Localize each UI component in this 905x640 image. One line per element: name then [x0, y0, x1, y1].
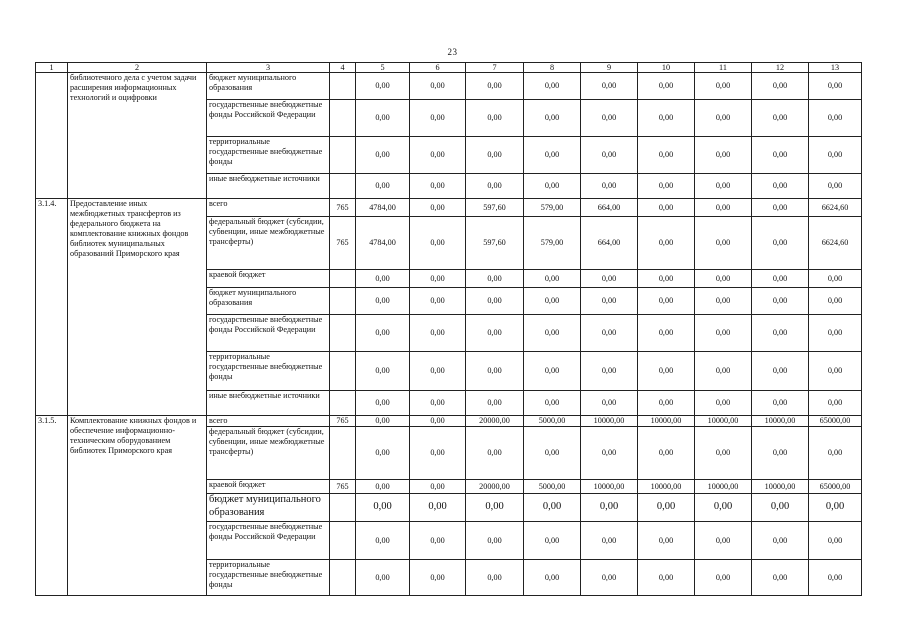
amount-cell: 0,00 [524, 494, 581, 522]
column-header-13: 13 [809, 63, 862, 73]
amount-cell: 10000,00 [695, 416, 752, 427]
amount-cell: 0,00 [410, 480, 466, 494]
amount-cell: 0,00 [410, 315, 466, 352]
amount-cell: 0,00 [466, 174, 524, 199]
amount-cell: 0,00 [695, 217, 752, 270]
budget-code [330, 494, 356, 522]
amount-cell: 0,00 [466, 522, 524, 560]
amount-cell: 0,00 [524, 270, 581, 288]
amount-cell: 579,00 [524, 199, 581, 217]
amount-cell: 0,00 [638, 494, 695, 522]
amount-cell: 0,00 [752, 391, 809, 416]
amount-cell: 5000,00 [524, 480, 581, 494]
amount-cell: 10000,00 [752, 416, 809, 427]
amount-cell: 0,00 [638, 391, 695, 416]
amount-cell: 0,00 [524, 391, 581, 416]
amount-cell: 0,00 [752, 427, 809, 480]
amount-cell: 0,00 [466, 270, 524, 288]
amount-cell: 0,00 [752, 288, 809, 315]
amount-cell: 65000,00 [809, 480, 862, 494]
amount-cell: 0,00 [809, 73, 862, 100]
amount-cell: 0,00 [695, 391, 752, 416]
amount-cell: 0,00 [638, 174, 695, 199]
amount-cell: 0,00 [581, 100, 638, 137]
budget-code [330, 391, 356, 416]
amount-cell: 0,00 [809, 560, 862, 596]
funding-source: краевой бюджет [207, 480, 330, 494]
funding-source: территориальные государственные внебюджетные фонды [207, 560, 330, 596]
amount-cell: 0,00 [524, 427, 581, 480]
funding-source: иные внебюджетные источники [207, 174, 330, 199]
amount-cell: 20000,00 [466, 416, 524, 427]
amount-cell: 0,00 [752, 73, 809, 100]
amount-cell: 0,00 [695, 137, 752, 174]
amount-cell: 0,00 [410, 174, 466, 199]
amount-cell: 0,00 [752, 494, 809, 522]
amount-cell: 0,00 [524, 352, 581, 391]
amount-cell: 0,00 [466, 288, 524, 315]
column-header-6: 6 [410, 63, 466, 73]
amount-cell: 0,00 [410, 199, 466, 217]
amount-cell: 0,00 [809, 137, 862, 174]
funding-source: бюджет муниципального образования [207, 288, 330, 315]
amount-cell: 0,00 [410, 494, 466, 522]
amount-cell: 0,00 [809, 427, 862, 480]
amount-cell: 0,00 [466, 494, 524, 522]
amount-cell: 0,00 [695, 352, 752, 391]
amount-cell: 0,00 [356, 494, 410, 522]
column-header-7: 7 [466, 63, 524, 73]
column-header-8: 8 [524, 63, 581, 73]
amount-cell: 0,00 [809, 270, 862, 288]
amount-cell: 0,00 [410, 522, 466, 560]
amount-cell: 0,00 [809, 352, 862, 391]
item-number [36, 73, 68, 199]
amount-cell: 0,00 [581, 522, 638, 560]
amount-cell: 0,00 [466, 352, 524, 391]
amount-cell: 0,00 [410, 288, 466, 315]
amount-cell: 0,00 [695, 522, 752, 560]
amount-cell: 0,00 [581, 391, 638, 416]
amount-cell: 597,60 [466, 199, 524, 217]
amount-cell: 0,00 [809, 174, 862, 199]
amount-cell: 4784,00 [356, 217, 410, 270]
budget-code [330, 352, 356, 391]
header-row [36, 63, 862, 73]
amount-cell: 0,00 [752, 522, 809, 560]
amount-cell: 0,00 [809, 315, 862, 352]
amount-cell: 0,00 [581, 137, 638, 174]
amount-cell: 0,00 [410, 391, 466, 416]
budget-table [35, 62, 862, 596]
amount-cell: 0,00 [524, 100, 581, 137]
amount-cell: 0,00 [581, 288, 638, 315]
amount-cell: 0,00 [752, 217, 809, 270]
amount-cell: 0,00 [581, 560, 638, 596]
amount-cell: 0,00 [410, 270, 466, 288]
budget-code [330, 270, 356, 288]
amount-cell: 0,00 [524, 560, 581, 596]
amount-cell: 0,00 [356, 560, 410, 596]
amount-cell: 0,00 [638, 73, 695, 100]
amount-cell: 0,00 [356, 100, 410, 137]
amount-cell: 0,00 [356, 416, 410, 427]
amount-cell: 0,00 [809, 522, 862, 560]
amount-cell: 0,00 [524, 73, 581, 100]
amount-cell: 5000,00 [524, 416, 581, 427]
funding-source: бюджет муниципального образования [207, 73, 330, 100]
amount-cell: 664,00 [581, 217, 638, 270]
amount-cell: 0,00 [809, 288, 862, 315]
amount-cell: 0,00 [638, 100, 695, 137]
column-header-3: 3 [207, 63, 330, 73]
amount-cell: 0,00 [638, 352, 695, 391]
amount-cell: 0,00 [466, 427, 524, 480]
amount-cell: 0,00 [638, 288, 695, 315]
amount-cell: 65000,00 [809, 416, 862, 427]
amount-cell: 0,00 [752, 560, 809, 596]
funding-source: бюджет муниципального образования [207, 494, 330, 522]
table-row [36, 416, 862, 427]
amount-cell: 0,00 [356, 73, 410, 100]
budget-code [330, 315, 356, 352]
funding-source: государственные внебюджетные фонды Российской Федерации [207, 315, 330, 352]
budget-code: 765 [330, 416, 356, 427]
amount-cell: 0,00 [809, 494, 862, 522]
amount-cell: 0,00 [356, 270, 410, 288]
funding-source: государственные внебюджетные фонды Российской Федерации [207, 522, 330, 560]
column-header-1: 1 [36, 63, 68, 73]
amount-cell: 0,00 [581, 427, 638, 480]
budget-code [330, 73, 356, 100]
amount-cell: 0,00 [752, 137, 809, 174]
amount-cell: 0,00 [410, 352, 466, 391]
amount-cell: 0,00 [638, 270, 695, 288]
amount-cell: 20000,00 [466, 480, 524, 494]
budget-code [330, 522, 356, 560]
amount-cell: 0,00 [638, 560, 695, 596]
page-number: 23 [447, 47, 458, 57]
amount-cell: 0,00 [466, 100, 524, 137]
amount-cell: 0,00 [752, 199, 809, 217]
budget-code: 765 [330, 480, 356, 494]
amount-cell: 0,00 [638, 427, 695, 480]
funding-source: территориальные государственные внебюджетные фонды [207, 137, 330, 174]
budget-code [330, 427, 356, 480]
column-header-5: 5 [356, 63, 410, 73]
amount-cell: 0,00 [356, 137, 410, 174]
amount-cell: 10000,00 [581, 416, 638, 427]
amount-cell: 0,00 [356, 522, 410, 560]
column-header-11: 11 [695, 63, 752, 73]
amount-cell: 0,00 [356, 427, 410, 480]
item-name: библиотечного дела с учетом задачи расширения информационных технологий и оцифровки [68, 73, 207, 199]
amount-cell: 0,00 [524, 137, 581, 174]
budget-code [330, 288, 356, 315]
budget-code: 765 [330, 199, 356, 217]
amount-cell: 0,00 [466, 391, 524, 416]
amount-cell: 0,00 [695, 174, 752, 199]
amount-cell: 0,00 [581, 174, 638, 199]
budget-code [330, 137, 356, 174]
amount-cell: 0,00 [410, 217, 466, 270]
amount-cell: 0,00 [752, 100, 809, 137]
amount-cell: 0,00 [638, 199, 695, 217]
item-number: 3.1.5. [36, 416, 68, 596]
amount-cell: 0,00 [695, 288, 752, 315]
amount-cell: 10000,00 [752, 480, 809, 494]
amount-cell: 0,00 [638, 137, 695, 174]
table-row [36, 73, 862, 100]
amount-cell: 0,00 [524, 522, 581, 560]
amount-cell: 0,00 [581, 352, 638, 391]
amount-cell: 0,00 [410, 137, 466, 174]
amount-cell: 0,00 [356, 352, 410, 391]
funding-source: всего [207, 416, 330, 427]
amount-cell: 0,00 [695, 270, 752, 288]
column-header-4: 4 [330, 63, 356, 73]
amount-cell: 0,00 [809, 100, 862, 137]
amount-cell: 0,00 [524, 288, 581, 315]
column-header-10: 10 [638, 63, 695, 73]
amount-cell: 0,00 [466, 137, 524, 174]
amount-cell: 6624,60 [809, 217, 862, 270]
column-header-12: 12 [752, 63, 809, 73]
amount-cell: 0,00 [356, 174, 410, 199]
amount-cell: 664,00 [581, 199, 638, 217]
amount-cell: 0,00 [466, 560, 524, 596]
amount-cell: 10000,00 [695, 480, 752, 494]
amount-cell: 0,00 [695, 560, 752, 596]
funding-source: государственные внебюджетные фонды Российской Федерации [207, 100, 330, 137]
funding-source: краевой бюджет [207, 270, 330, 288]
amount-cell: 0,00 [356, 315, 410, 352]
amount-cell: 0,00 [356, 480, 410, 494]
funding-source: иные внебюджетные источники [207, 391, 330, 416]
funding-source: всего [207, 199, 330, 217]
budget-code: 765 [330, 217, 356, 270]
amount-cell: 0,00 [410, 416, 466, 427]
item-name: Предоставление иных межбюджетных трансфертов из федерального бюджета на комплектование книжных фондов библиотек муниципальных образований Приморского края [68, 199, 207, 416]
amount-cell: 0,00 [695, 100, 752, 137]
amount-cell: 0,00 [695, 494, 752, 522]
amount-cell: 0,00 [410, 73, 466, 100]
amount-cell: 0,00 [752, 174, 809, 199]
amount-cell: 0,00 [466, 315, 524, 352]
amount-cell: 0,00 [695, 199, 752, 217]
funding-source: федеральный бюджет (субсидии, субвенции, иные межбюджетные трансферты) [207, 217, 330, 270]
amount-cell: 579,00 [524, 217, 581, 270]
amount-cell: 6624,60 [809, 199, 862, 217]
amount-cell: 0,00 [466, 73, 524, 100]
amount-cell: 0,00 [581, 494, 638, 522]
item-number: 3.1.4. [36, 199, 68, 416]
amount-cell: 0,00 [695, 427, 752, 480]
amount-cell: 0,00 [752, 352, 809, 391]
amount-cell: 0,00 [581, 315, 638, 352]
amount-cell: 0,00 [809, 391, 862, 416]
item-name: Комплектование книжных фондов и обеспечение информационно-техническим оборудованием библиотек Приморского края [68, 416, 207, 596]
amount-cell: 0,00 [695, 315, 752, 352]
amount-cell: 0,00 [752, 270, 809, 288]
amount-cell: 597,60 [466, 217, 524, 270]
table-body [36, 73, 862, 596]
amount-cell: 0,00 [410, 427, 466, 480]
amount-cell: 0,00 [524, 315, 581, 352]
amount-cell: 0,00 [695, 73, 752, 100]
amount-cell: 0,00 [524, 174, 581, 199]
amount-cell: 0,00 [638, 522, 695, 560]
funding-source: федеральный бюджет (субсидии, субвенции, иные межбюджетные трансферты) [207, 427, 330, 480]
column-header-2: 2 [68, 63, 207, 73]
budget-code [330, 560, 356, 596]
funding-source: территориальные государственные внебюджетные фонды [207, 352, 330, 391]
column-header-9: 9 [581, 63, 638, 73]
budget-code [330, 174, 356, 199]
amount-cell: 0,00 [752, 315, 809, 352]
amount-cell: 0,00 [410, 560, 466, 596]
amount-cell: 0,00 [356, 288, 410, 315]
amount-cell: 4784,00 [356, 199, 410, 217]
table-row [36, 199, 862, 217]
amount-cell: 0,00 [410, 100, 466, 137]
amount-cell: 0,00 [581, 73, 638, 100]
amount-cell: 0,00 [638, 217, 695, 270]
budget-code [330, 100, 356, 137]
amount-cell: 0,00 [638, 315, 695, 352]
amount-cell: 10000,00 [638, 416, 695, 427]
amount-cell: 0,00 [581, 270, 638, 288]
amount-cell: 0,00 [356, 391, 410, 416]
amount-cell: 10000,00 [581, 480, 638, 494]
amount-cell: 10000,00 [638, 480, 695, 494]
